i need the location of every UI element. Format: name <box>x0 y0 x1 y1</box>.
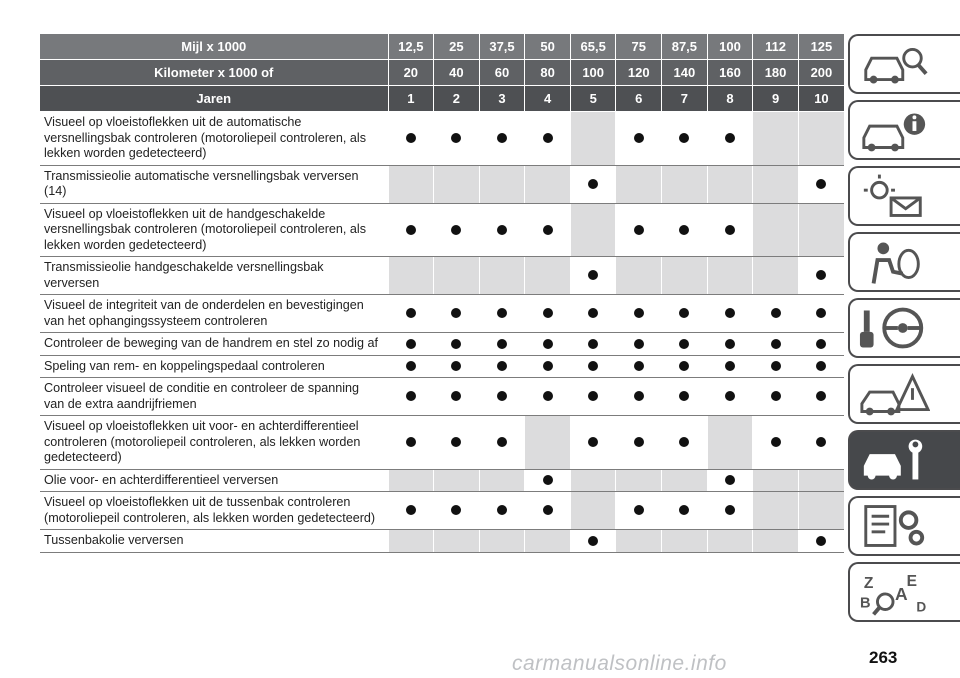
header-interval-value: 87,5 <box>662 34 708 60</box>
scheduled-cell <box>707 492 753 530</box>
bullet-icon <box>679 339 689 349</box>
task-description: Olie voor- en achterdifferentieel verversen <box>40 469 388 492</box>
task-description: Controleer visueel de conditie en controleer de spanning van de extra aandrijfriemen <box>40 378 388 416</box>
header-interval-value: 3 <box>479 86 525 112</box>
scheduled-cell <box>434 295 480 333</box>
scheduled-cell <box>616 355 662 378</box>
bullet-icon <box>679 225 689 235</box>
unscheduled-cell <box>798 112 844 166</box>
bullet-icon <box>634 339 644 349</box>
scheduled-cell <box>753 355 799 378</box>
scheduled-cell <box>798 295 844 333</box>
bullet-icon <box>543 308 553 318</box>
bullet-icon <box>543 391 553 401</box>
svg-text:B: B <box>859 595 871 612</box>
bullet-icon <box>771 437 781 447</box>
scheduled-cell <box>570 530 616 553</box>
unscheduled-cell <box>707 530 753 553</box>
scheduled-cell <box>434 492 480 530</box>
scheduled-cell <box>479 112 525 166</box>
task-row <box>40 333 844 356</box>
scheduled-cell <box>525 469 571 492</box>
header-interval-value: 120 <box>616 60 662 86</box>
task-row <box>40 257 844 295</box>
bullet-icon <box>406 308 416 318</box>
chapter-tab[interactable] <box>848 562 960 622</box>
bullet-icon <box>816 339 826 349</box>
bullet-icon <box>816 391 826 401</box>
task-row <box>40 355 844 378</box>
unscheduled-cell <box>570 112 616 166</box>
scheduled-cell <box>798 333 844 356</box>
header-interval-value: 20 <box>388 60 434 86</box>
scheduled-cell <box>662 112 708 166</box>
bullet-icon <box>497 225 507 235</box>
bullet-icon <box>406 225 416 235</box>
task-description: Controleer de beweging van de handrem en stel zo nodig af <box>40 333 388 356</box>
header-interval-value: 60 <box>479 60 525 86</box>
scheduled-cell <box>616 333 662 356</box>
bullet-icon <box>406 133 416 143</box>
bullet-icon <box>816 536 826 546</box>
unscheduled-cell <box>753 165 799 203</box>
bullet-icon <box>497 308 507 318</box>
unscheduled-cell <box>662 257 708 295</box>
scheduled-cell <box>570 355 616 378</box>
scheduled-cell <box>479 333 525 356</box>
scheduled-cell <box>798 378 844 416</box>
chapter-tab[interactable] <box>848 496 960 556</box>
header-row <box>40 34 844 60</box>
scheduled-cell <box>388 203 434 257</box>
scheduled-cell <box>798 530 844 553</box>
scheduled-cell <box>662 333 708 356</box>
header-interval-value: 40 <box>434 60 480 86</box>
task-row <box>40 416 844 470</box>
bullet-icon <box>588 270 598 280</box>
unscheduled-cell <box>616 257 662 295</box>
bullet-icon <box>406 437 416 447</box>
svg-text:Z: Z <box>863 575 874 593</box>
header-interval-value: 80 <box>525 60 571 86</box>
unscheduled-cell <box>570 203 616 257</box>
scheduled-cell <box>525 378 571 416</box>
header-interval-value: 4 <box>525 86 571 112</box>
bullet-icon <box>451 339 461 349</box>
bullet-icon <box>451 391 461 401</box>
unscheduled-cell <box>662 469 708 492</box>
unscheduled-cell <box>388 469 434 492</box>
header-interval-value: 9 <box>753 86 799 112</box>
header-label: Jaren <box>40 86 388 112</box>
bullet-icon <box>725 308 735 318</box>
scheduled-cell <box>434 355 480 378</box>
bullet-icon <box>771 308 781 318</box>
scheduled-cell <box>570 416 616 470</box>
scheduled-cell <box>388 378 434 416</box>
unscheduled-cell <box>753 492 799 530</box>
bullet-icon <box>725 339 735 349</box>
bullet-icon <box>679 437 689 447</box>
scheduled-cell <box>525 112 571 166</box>
unscheduled-cell <box>616 530 662 553</box>
bullet-icon <box>406 391 416 401</box>
scheduled-cell <box>479 355 525 378</box>
bullet-icon <box>725 133 735 143</box>
bullet-icon <box>588 179 598 189</box>
scheduled-cell <box>798 257 844 295</box>
bullet-icon <box>634 133 644 143</box>
bullet-icon <box>406 361 416 371</box>
task-row <box>40 203 844 257</box>
scheduled-cell <box>570 333 616 356</box>
unscheduled-cell <box>707 165 753 203</box>
scheduled-cell <box>388 492 434 530</box>
unscheduled-cell <box>798 469 844 492</box>
chapter-tabs <box>848 34 960 628</box>
svg-text:A: A <box>894 583 908 604</box>
header-interval-value: 50 <box>525 34 571 60</box>
scheduled-cell <box>616 378 662 416</box>
scheduled-cell <box>753 416 799 470</box>
bullet-icon <box>451 225 461 235</box>
scheduled-cell <box>707 295 753 333</box>
chapter-tab[interactable] <box>848 364 960 424</box>
scheduled-cell <box>662 492 708 530</box>
header-interval-value: 6 <box>616 86 662 112</box>
bullet-icon <box>816 270 826 280</box>
unscheduled-cell <box>434 257 480 295</box>
unscheduled-cell <box>662 165 708 203</box>
scheduled-cell <box>707 112 753 166</box>
svg-text:D: D <box>916 599 927 615</box>
header-interval-value: 200 <box>798 60 844 86</box>
scheduled-cell <box>479 295 525 333</box>
unscheduled-cell <box>616 469 662 492</box>
task-row <box>40 165 844 203</box>
bullet-icon <box>543 361 553 371</box>
unscheduled-cell <box>525 416 571 470</box>
bullet-icon <box>679 505 689 515</box>
bullet-icon <box>497 391 507 401</box>
bullet-icon <box>451 133 461 143</box>
task-row <box>40 295 844 333</box>
task-row <box>40 492 844 530</box>
scheduled-cell <box>525 333 571 356</box>
chapter-tab[interactable] <box>848 232 960 292</box>
unscheduled-cell <box>570 492 616 530</box>
task-description: Visueel op vloeistoflekken uit voor- en achterdifferentieel controleren (motoroliepeil controleren, als lekken worden gedetecteerd) <box>40 416 388 470</box>
bullet-icon <box>588 536 598 546</box>
bullet-icon <box>679 308 689 318</box>
header-interval-value: 112 <box>753 34 799 60</box>
unscheduled-cell <box>479 165 525 203</box>
bullet-icon <box>543 475 553 485</box>
bullet-icon <box>451 308 461 318</box>
bullet-icon <box>634 391 644 401</box>
scheduled-cell <box>662 295 708 333</box>
bullet-icon <box>451 437 461 447</box>
unscheduled-cell <box>798 203 844 257</box>
scheduled-cell <box>753 378 799 416</box>
bullet-icon <box>588 361 598 371</box>
scheduled-cell <box>662 378 708 416</box>
scheduled-cell <box>707 469 753 492</box>
header-interval-value: 10 <box>798 86 844 112</box>
header-row <box>40 60 844 86</box>
unscheduled-cell <box>753 530 799 553</box>
header-label: Mijl x 1000 <box>40 34 388 60</box>
scheduled-cell <box>707 203 753 257</box>
schedule-body <box>40 112 844 553</box>
scheduled-cell <box>753 333 799 356</box>
unscheduled-cell <box>753 257 799 295</box>
bullet-icon <box>634 225 644 235</box>
chapter-tab[interactable] <box>848 430 960 490</box>
unscheduled-cell <box>479 257 525 295</box>
unscheduled-cell <box>707 257 753 295</box>
scheduled-cell <box>616 203 662 257</box>
scheduled-cell <box>388 112 434 166</box>
scheduled-cell <box>434 333 480 356</box>
header-interval-value: 8 <box>707 86 753 112</box>
bullet-icon <box>725 505 735 515</box>
scheduled-cell <box>616 416 662 470</box>
scheduled-cell <box>434 112 480 166</box>
scheduled-cell <box>616 112 662 166</box>
scheduled-cell <box>798 165 844 203</box>
task-description: Visueel op vloeistoflekken uit de handgeschakelde versnellingsbak controleren (motoroliepeil controleren, als lekken worden gedetecteerd) <box>40 203 388 257</box>
unscheduled-cell <box>388 165 434 203</box>
schedule-header <box>40 34 844 112</box>
bullet-icon <box>725 361 735 371</box>
header-interval-value: 37,5 <box>479 34 525 60</box>
task-description: Transmissieolie automatische versnellingsbak verversen (14) <box>40 165 388 203</box>
unscheduled-cell <box>479 530 525 553</box>
svg-text:E: E <box>906 573 918 591</box>
scheduled-cell <box>525 295 571 333</box>
header-interval-value: 100 <box>570 60 616 86</box>
header-interval-value: 65,5 <box>570 34 616 60</box>
bullet-icon <box>588 437 598 447</box>
bullet-icon <box>497 133 507 143</box>
scheduled-cell <box>707 355 753 378</box>
bullet-icon <box>679 361 689 371</box>
unscheduled-cell <box>388 530 434 553</box>
header-interval-value: 180 <box>753 60 799 86</box>
unscheduled-cell <box>753 112 799 166</box>
unscheduled-cell <box>707 416 753 470</box>
task-row <box>40 469 844 492</box>
unscheduled-cell <box>525 530 571 553</box>
bullet-icon <box>497 361 507 371</box>
scheduled-cell <box>479 378 525 416</box>
chapter-tab[interactable] <box>848 100 960 160</box>
scheduled-cell <box>707 378 753 416</box>
bullet-icon <box>451 361 461 371</box>
bullet-icon <box>497 437 507 447</box>
bullet-icon <box>771 391 781 401</box>
bullet-icon <box>816 308 826 318</box>
header-label: Kilometer x 1000 of <box>40 60 388 86</box>
unscheduled-cell <box>434 165 480 203</box>
bullet-icon <box>543 505 553 515</box>
bullet-icon <box>634 505 644 515</box>
bullet-icon <box>588 308 598 318</box>
bullet-icon <box>679 391 689 401</box>
bullet-icon <box>406 339 416 349</box>
bullet-icon <box>771 339 781 349</box>
header-interval-value: 2 <box>434 86 480 112</box>
chapter-tab[interactable] <box>848 298 960 358</box>
bullet-icon <box>543 225 553 235</box>
scheduled-cell <box>753 295 799 333</box>
bullet-icon <box>816 437 826 447</box>
bullet-icon <box>543 339 553 349</box>
scheduled-cell <box>570 295 616 333</box>
unscheduled-cell <box>434 530 480 553</box>
header-interval-value: 12,5 <box>388 34 434 60</box>
task-row <box>40 112 844 166</box>
unscheduled-cell <box>662 530 708 553</box>
header-interval-value: 125 <box>798 34 844 60</box>
unscheduled-cell <box>388 257 434 295</box>
scheduled-cell <box>662 416 708 470</box>
unscheduled-cell <box>753 469 799 492</box>
task-description: Transmissieolie handgeschakelde versnellingsbak verversen <box>40 257 388 295</box>
header-interval-value: 25 <box>434 34 480 60</box>
task-description: Visueel op vloeistoflekken uit de tussenbak controleren (motoroliepeil controleren, als lekken worden gedetecteerd) <box>40 492 388 530</box>
page-number: 263 <box>869 648 898 667</box>
maintenance-schedule-table <box>40 34 844 553</box>
unscheduled-cell <box>434 469 480 492</box>
scheduled-cell <box>388 416 434 470</box>
bullet-icon <box>816 179 826 189</box>
scheduled-cell <box>616 492 662 530</box>
header-interval-value: 160 <box>707 60 753 86</box>
bullet-icon <box>406 505 416 515</box>
header-interval-value: 75 <box>616 34 662 60</box>
bullet-icon <box>679 133 689 143</box>
scheduled-cell <box>570 378 616 416</box>
task-row <box>40 378 844 416</box>
bullet-icon <box>543 133 553 143</box>
header-interval-value: 140 <box>662 60 708 86</box>
scheduled-cell <box>434 416 480 470</box>
scheduled-cell <box>479 416 525 470</box>
scheduled-cell <box>434 378 480 416</box>
bullet-icon <box>634 361 644 371</box>
header-interval-value: 100 <box>707 34 753 60</box>
bullet-icon <box>634 308 644 318</box>
bullet-icon <box>725 391 735 401</box>
scheduled-cell <box>616 295 662 333</box>
chapter-tab[interactable] <box>848 166 960 226</box>
header-interval-value: 5 <box>570 86 616 112</box>
header-interval-value: 7 <box>662 86 708 112</box>
scheduled-cell <box>798 355 844 378</box>
scheduled-cell <box>388 333 434 356</box>
scheduled-cell <box>570 165 616 203</box>
scheduled-cell <box>434 203 480 257</box>
unscheduled-cell <box>525 165 571 203</box>
task-row <box>40 530 844 553</box>
unscheduled-cell <box>479 469 525 492</box>
scheduled-cell <box>662 355 708 378</box>
task-description: Tussenbakolie verversen <box>40 530 388 553</box>
bullet-icon <box>634 437 644 447</box>
scheduled-cell <box>388 355 434 378</box>
chapter-tab[interactable] <box>848 34 960 94</box>
unscheduled-cell <box>616 165 662 203</box>
bullet-icon <box>451 505 461 515</box>
scheduled-cell <box>707 333 753 356</box>
unscheduled-cell <box>570 469 616 492</box>
task-description: Visueel op vloeistoflekken uit de automatische versnellingsbak controleren (motoroliepeil controleren, als lekken worden gedetecteerd) <box>40 112 388 166</box>
header-row <box>40 86 844 112</box>
header-interval-value: 1 <box>388 86 434 112</box>
scheduled-cell <box>388 295 434 333</box>
scheduled-cell <box>570 257 616 295</box>
bullet-icon <box>771 361 781 371</box>
task-description: Visueel de integriteit van de onderdelen en bevestigingen van het ophangingssysteem controleren <box>40 295 388 333</box>
unscheduled-cell <box>798 492 844 530</box>
unscheduled-cell <box>753 203 799 257</box>
scheduled-cell <box>798 416 844 470</box>
task-description: Speling van rem- en koppelingspedaal controleren <box>40 355 388 378</box>
bullet-icon <box>725 225 735 235</box>
bullet-icon <box>588 391 598 401</box>
bullet-icon <box>816 361 826 371</box>
watermark: carmanualsonline.info <box>512 652 727 675</box>
unscheduled-cell <box>525 257 571 295</box>
bullet-icon <box>497 505 507 515</box>
scheduled-cell <box>525 203 571 257</box>
scheduled-cell <box>525 355 571 378</box>
bullet-icon <box>588 339 598 349</box>
scheduled-cell <box>662 203 708 257</box>
bullet-icon <box>725 475 735 485</box>
scheduled-cell <box>525 492 571 530</box>
scheduled-cell <box>479 203 525 257</box>
bullet-icon <box>497 339 507 349</box>
scheduled-cell <box>479 492 525 530</box>
